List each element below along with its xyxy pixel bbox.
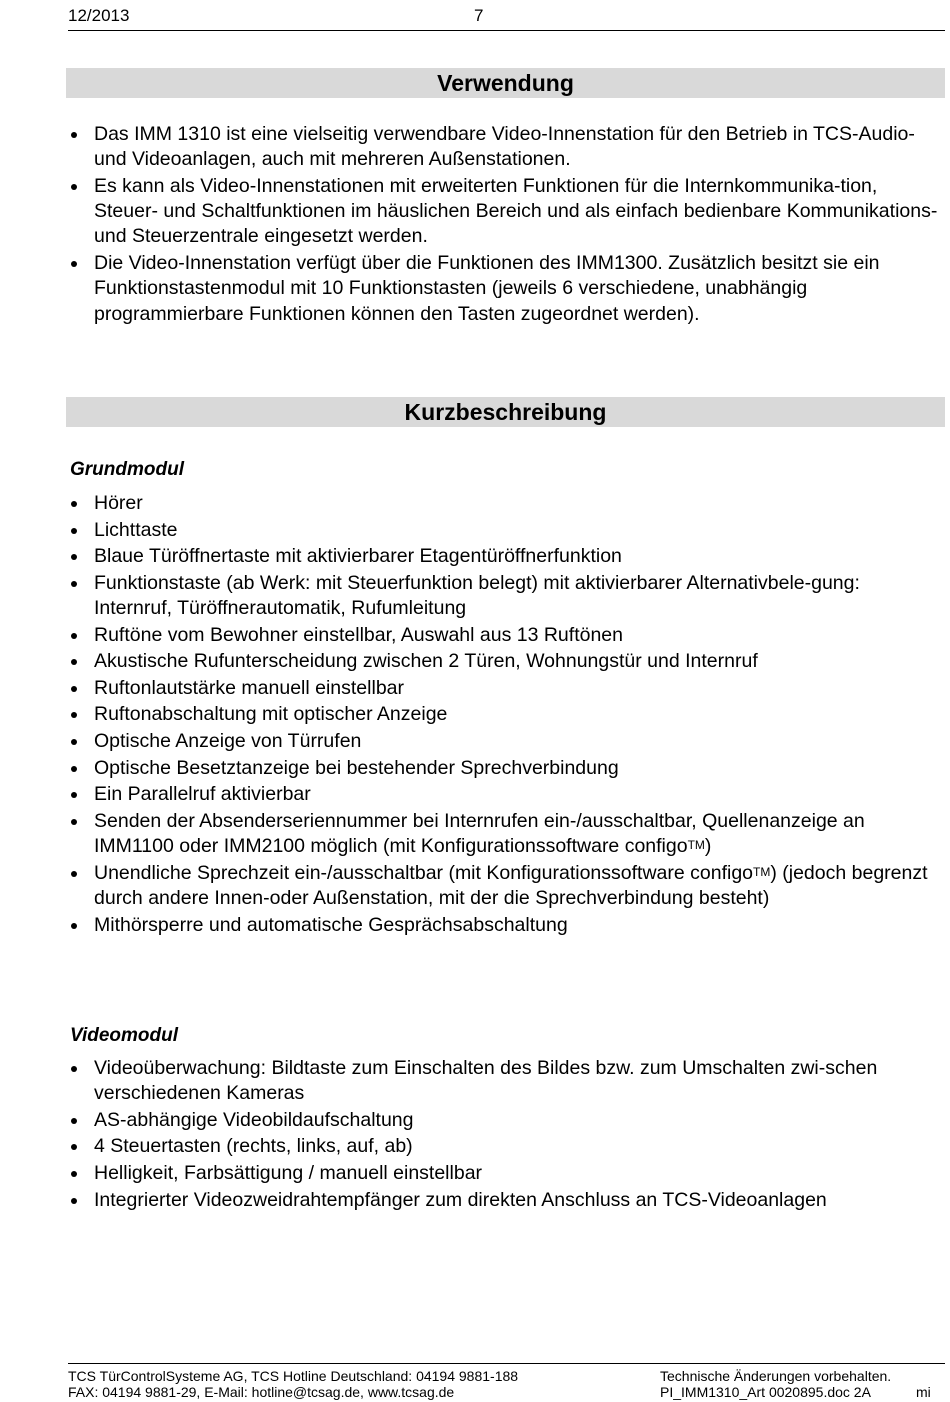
list-item: Optische Besetztanzeige bei bestehender Sprechverbindung xyxy=(94,756,942,781)
list-item: Das IMM 1310 ist eine vielseitig verwendbare Video-Innenstation für den Betrieb in TCS-Audio- und Videoanlagen, auch mit mehreren Außenstationen. xyxy=(94,122,942,173)
list-item: Videoüberwachung: Bildtaste zum Einschalten des Bildes bzw. zum Umschalten zwi-schen verschiedenen Kameras xyxy=(94,1056,942,1107)
list-item: Es kann als Video-Innenstationen mit erweiterten Funktionen für die Internkommunika-tion, Steuer- und Schaltfunktionen im häuslichen Bereich und als einfach bedienbare Kommunikations- und Steuerzentrale eingesetzt werden. xyxy=(94,174,942,250)
subheading-grundmodul: Grundmodul xyxy=(70,459,184,480)
verwendung-list xyxy=(94,122,942,328)
page-number: 7 xyxy=(474,6,484,25)
grundmodul-list xyxy=(94,491,942,939)
list-item: AS-abhängige Videobildaufschaltung xyxy=(94,1108,942,1133)
list-item: Funktionstaste (ab Werk: mit Steuerfunktion belegt) mit aktivierbarer Alternativbele-gung: Internruf, Türöffnerautomatik, Rufumleitung xyxy=(94,571,942,622)
section-title-kurzbeschreibung: Kurzbeschreibung xyxy=(66,397,945,427)
footer-initials: mi xyxy=(916,1384,931,1400)
list-item: Akustische Rufunterscheidung zwischen 2 Türen, Wohnungstür und Internruf xyxy=(94,649,942,674)
footer-disclaimer: Technische Änderungen vorbehalten. xyxy=(660,1368,892,1384)
page-footer xyxy=(68,1363,945,1400)
footer-fax-email: FAX: 04194 9881-29, E-Mail: hotline@tcsag.de, www.tcsag.de xyxy=(68,1384,455,1400)
list-item: Ruftonlautstärke manuell einstellbar xyxy=(94,676,942,701)
list-item: Ruftonabschaltung mit optischer Anzeige xyxy=(94,702,942,727)
list-item: Senden der Absenderseriennummer bei Internrufen ein-/ausschaltbar, Quellenanzeige an IMM1100 oder IMM2100 möglich (mit Konfigurationssoftware configo™) xyxy=(94,809,942,860)
list-item: Unendliche Sprechzeit ein-/ausschaltbar (mit Konfigurationssoftware configo™) (jedoch begrenzt durch andere Innen-oder Außenstation, mit der die Sprechverbindung besteht) xyxy=(94,861,942,912)
footer-contact xyxy=(68,1368,518,1400)
videomodul-list xyxy=(94,1056,942,1214)
list-item: Mithörsperre und automatische Gesprächsabschaltung xyxy=(94,913,942,938)
list-item: Integrierter Videozweidrahtempfänger zum direkten Anschluss an TCS-Videoanlagen xyxy=(94,1188,942,1213)
list-item: Ruftöne vom Bewohner einstellbar, Auswahl aus 13 Ruftönen xyxy=(94,623,942,648)
list-item: 4 Steuertasten (rechts, links, auf, ab) xyxy=(94,1134,942,1159)
list-item: Blaue Türöffnertaste mit aktivierbarer Etagentüröffnerfunktion xyxy=(94,544,942,569)
list-item: Helligkeit, Farbsättigung / manuell einstellbar xyxy=(94,1161,942,1186)
page-header xyxy=(68,6,945,31)
list-item: Die Video-Innenstation verfügt über die Funktionen des IMM1300. Zusätzlich besitzt sie ein Funktionstastenmodul mit 10 Funktionstasten (jeweils 6 verschiedene, unabhängig programmierbare Funktionen können den Tasten zugeordnet werden). xyxy=(94,251,942,327)
footer-doc-info xyxy=(660,1368,891,1400)
section-title-verwendung: Verwendung xyxy=(66,68,945,98)
list-item: Lichttaste xyxy=(94,518,942,543)
footer-hotline: TCS TürControlSysteme AG, TCS Hotline Deutschland: 04194 9881-188 xyxy=(68,1368,519,1384)
footer-doc-id: PI_IMM1310_Art 0020895.doc 2A xyxy=(660,1384,871,1400)
subheading-videomodul: Videomodul xyxy=(70,1025,179,1046)
list-item: Hörer xyxy=(94,491,942,516)
list-item: Ein Parallelruf aktivierbar xyxy=(94,782,942,807)
header-date: 12/2013 xyxy=(68,6,130,25)
list-item: Optische Anzeige von Türrufen xyxy=(94,729,942,754)
